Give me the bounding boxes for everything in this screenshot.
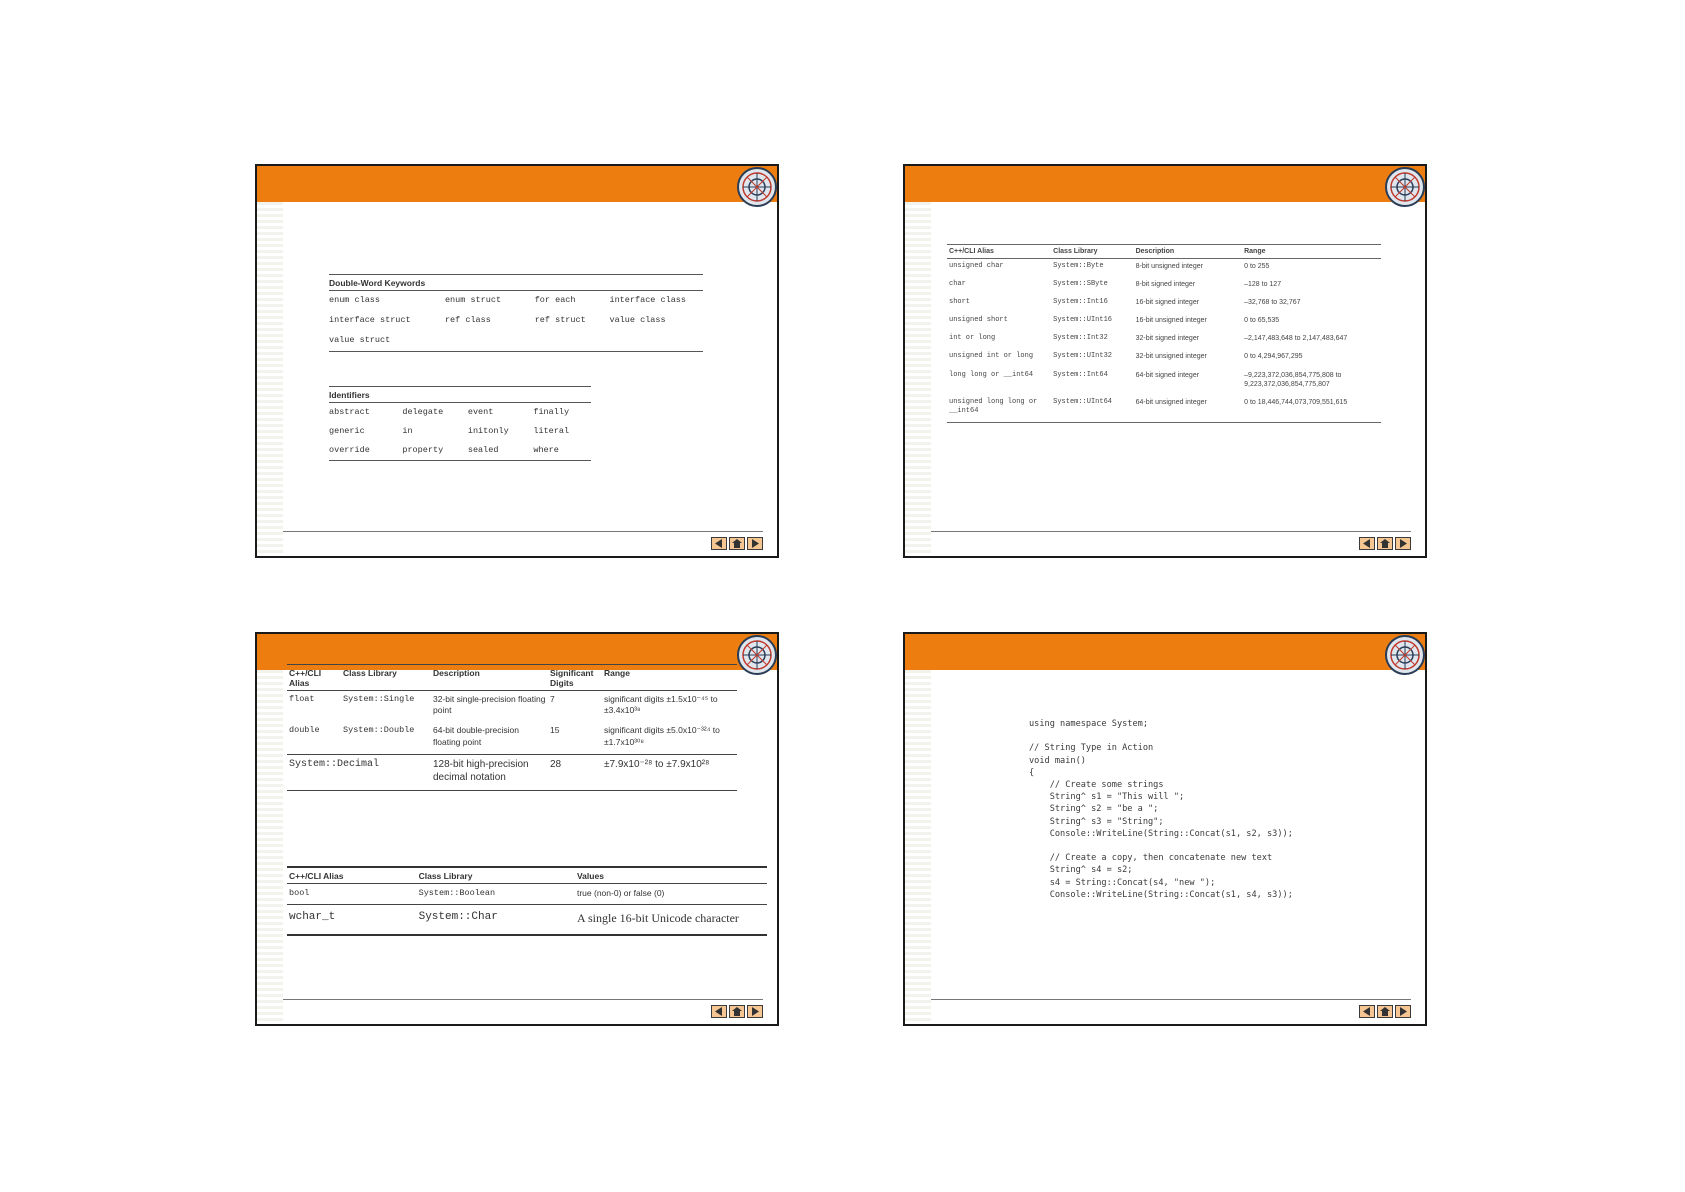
table-cell: double xyxy=(289,725,320,736)
table-cell: ref class xyxy=(444,315,491,325)
table-cell: System::UInt32 xyxy=(1053,352,1112,361)
prev-arrow-icon[interactable] xyxy=(711,1005,727,1018)
table-cell: 16-bit signed integer xyxy=(1135,299,1200,307)
code-line: String^ s2 = "be a "; xyxy=(1029,804,1159,815)
table-cell: short xyxy=(949,298,971,307)
column-header: Significant Digits xyxy=(548,665,602,691)
code-listing xyxy=(1029,718,1293,901)
table-cell: 128-bit high-precision decimal notation xyxy=(431,754,548,790)
table-cell: 16-bit unsigned integer xyxy=(1135,317,1207,325)
table-cell: unsigned long long or __int64 xyxy=(947,395,1051,423)
code-line: // Create a copy, then concatenate new text xyxy=(1029,853,1273,864)
table-row xyxy=(947,368,1381,395)
table-row xyxy=(947,295,1381,313)
table-cell: –32,768 to 32,767 xyxy=(1244,299,1301,307)
slide-navigation xyxy=(1359,1005,1411,1018)
table-cell: long long or __int64 xyxy=(949,370,1034,379)
next-arrow-icon[interactable] xyxy=(747,537,763,550)
table-cell: 64-bit unsigned integer xyxy=(1134,395,1243,423)
table-cell: 7 xyxy=(550,694,555,705)
compass-logo-icon xyxy=(737,167,777,207)
table-cell: System::Int32 xyxy=(1053,334,1108,343)
column-header: C++/CLI Alias xyxy=(947,245,1051,259)
table-cell: initonly xyxy=(467,426,509,436)
table-row xyxy=(329,403,591,423)
table-cell: –9,223,372,036,854,775,808 to 9,223,372,036,854,775,807 xyxy=(1244,371,1342,388)
table-cell: significant digits ±1.5x10⁻⁴⁵ to ±3.4x10³⁸ xyxy=(604,694,718,716)
prev-arrow-icon[interactable] xyxy=(711,537,727,550)
slide-string-code xyxy=(903,632,1427,1026)
table-cell: unsigned char xyxy=(949,262,1004,270)
table-cell: value class xyxy=(609,315,666,325)
table-cell: ref struct xyxy=(534,315,586,325)
next-arrow-icon[interactable] xyxy=(1395,537,1411,550)
table-row xyxy=(329,422,591,441)
table-cell: override xyxy=(329,441,402,461)
footer-divider xyxy=(283,531,763,532)
footer-divider xyxy=(931,531,1411,532)
code-line: String^ s1 = "This will "; xyxy=(1029,792,1185,803)
slide-header-bar xyxy=(905,634,1425,670)
code-line: String^ s3 = "String"; xyxy=(1029,816,1164,827)
table-cell: 32-bit unsigned integer xyxy=(1135,353,1207,361)
column-header: Range xyxy=(602,665,737,691)
table-row xyxy=(947,331,1381,349)
double-word-keywords-table xyxy=(329,274,703,352)
code-line: // Create some strings xyxy=(1029,780,1164,791)
table-cell xyxy=(445,331,535,352)
table-cell: unsigned short xyxy=(949,316,1008,325)
code-line: Console::WriteLine(String::Concat(s1, s2, s3)); xyxy=(1029,828,1293,839)
table-row xyxy=(947,313,1381,331)
table-cell: System::Char xyxy=(417,905,575,936)
home-icon[interactable] xyxy=(729,537,745,550)
table-cell: float xyxy=(289,694,315,705)
slide-navigation xyxy=(711,537,763,550)
footer-divider xyxy=(283,999,763,1000)
prev-arrow-icon[interactable] xyxy=(1359,537,1375,550)
code-line: void main() xyxy=(1029,755,1086,766)
identifiers-table xyxy=(329,386,591,461)
prev-arrow-icon[interactable] xyxy=(1359,1005,1375,1018)
table-header: Double-Word Keywords xyxy=(329,275,703,291)
compass-logo-icon xyxy=(1385,167,1425,207)
table-cell: delegate xyxy=(402,407,444,417)
home-icon[interactable] xyxy=(729,1005,745,1018)
table-cell: –2,147,483,648 to 2,147,483,647 xyxy=(1244,335,1348,343)
table-cell: 0 to 65,535 xyxy=(1244,317,1280,325)
column-header: Class Library xyxy=(341,665,431,691)
table-cell: finally xyxy=(533,407,570,417)
floating-point-table xyxy=(287,664,737,791)
code-line: using namespace System; xyxy=(1029,719,1148,729)
table-cell: significant digits ±5.0x10⁻³²⁴ to ±1.7x10³⁰⁸ xyxy=(604,725,720,747)
table-cell: System::SByte xyxy=(1053,280,1108,289)
table-cell: interface class xyxy=(609,295,686,305)
column-header: Range xyxy=(1242,245,1381,259)
table-cell: System::Byte xyxy=(1053,262,1104,270)
table-cell: for each xyxy=(534,295,576,305)
slide-keywords xyxy=(255,164,779,558)
column-header: C++/CLI Alias xyxy=(287,867,417,884)
column-header: Class Library xyxy=(417,867,575,884)
compass-logo-icon xyxy=(1385,635,1425,675)
table-row xyxy=(287,754,737,790)
column-header: C++/CLI Alias xyxy=(287,665,341,691)
table-cell: System::Decimal xyxy=(287,754,431,790)
table-cell: sealed xyxy=(468,441,534,461)
table-cell: interface struct xyxy=(329,315,411,325)
table-header: Identifiers xyxy=(329,387,591,403)
compass-logo-icon xyxy=(737,635,777,675)
slide-side-stripes xyxy=(257,670,283,1024)
code-line: Console::WriteLine(String::Concat(s1, s4, s3)); xyxy=(1029,889,1293,900)
table-row xyxy=(329,331,703,352)
table-cell: System::UInt16 xyxy=(1053,316,1112,325)
table-cell: literal xyxy=(533,426,570,436)
table-cell: abstract xyxy=(329,407,370,417)
table-cell: wchar_t xyxy=(287,905,417,936)
slide-side-stripes xyxy=(905,202,931,556)
table-cell: bool xyxy=(289,888,310,898)
slide-integer-types xyxy=(903,164,1427,558)
table-row xyxy=(287,722,737,754)
table-cell: 15 xyxy=(550,725,560,736)
code-line: { xyxy=(1029,767,1035,778)
column-header: Class Library xyxy=(1051,245,1133,259)
table-cell: System::UInt64 xyxy=(1051,395,1133,423)
table-row xyxy=(947,277,1381,295)
table-cell: System::Boolean xyxy=(418,888,496,898)
table-cell: System::Single xyxy=(343,694,415,705)
table-cell: –128 to 127 xyxy=(1244,281,1282,289)
table-cell: ±7.9x10⁻²⁸ to ±7.9x10²⁸ xyxy=(602,754,737,790)
table-cell: unsigned int or long xyxy=(949,352,1034,361)
table-cell: in xyxy=(402,426,413,436)
code-line: String^ s4 = s2; xyxy=(1029,865,1133,876)
table-row xyxy=(287,884,767,905)
table-cell: System::Double xyxy=(343,725,415,736)
table-cell: 0 to 255 xyxy=(1244,263,1270,270)
slide-floating-point-types xyxy=(255,632,779,1026)
table-cell xyxy=(609,331,703,352)
table-cell: enum class xyxy=(329,295,381,305)
home-icon[interactable] xyxy=(1377,537,1393,550)
table-cell: property xyxy=(402,441,468,461)
table-cell: true (non-0) or false (0) xyxy=(576,888,665,898)
code-line: // String Type in Action xyxy=(1029,743,1154,754)
table-cell: 28 xyxy=(548,754,602,790)
table-row xyxy=(287,691,737,723)
table-row xyxy=(947,259,1381,278)
table-cell: generic xyxy=(329,426,365,436)
table-cell: 64-bit double-precision floating point xyxy=(433,725,519,747)
next-arrow-icon[interactable] xyxy=(1395,1005,1411,1018)
column-header: Description xyxy=(431,665,548,691)
table-cell: 0 to 18,446,744,073,709,551,615 xyxy=(1242,395,1381,423)
footer-divider xyxy=(931,999,1411,1000)
slide-navigation xyxy=(1359,537,1411,550)
column-header: Description xyxy=(1134,245,1243,259)
table-cell: event xyxy=(467,407,494,417)
table-cell: 0 to 4,294,967,295 xyxy=(1244,353,1303,361)
table-row xyxy=(947,395,1381,423)
table-cell: A single 16-bit Unicode character xyxy=(575,905,767,936)
table-cell: char xyxy=(949,280,966,289)
table-cell: 8-bit signed integer xyxy=(1135,281,1196,289)
integer-types-table xyxy=(947,244,1381,423)
slide-header-bar xyxy=(257,166,777,202)
column-header: Values xyxy=(575,867,767,884)
table-cell: value struct xyxy=(329,331,445,352)
table-row xyxy=(329,291,703,312)
next-arrow-icon[interactable] xyxy=(747,1005,763,1018)
slide-navigation xyxy=(711,1005,763,1018)
table-cell: enum struct xyxy=(444,295,502,305)
table-cell: int or long xyxy=(949,334,996,343)
table-row xyxy=(329,311,703,331)
table-row xyxy=(947,349,1381,367)
code-line: s4 = String::Concat(s4, "new "); xyxy=(1029,877,1216,888)
table-cell xyxy=(535,331,610,352)
table-cell: System::Int64 xyxy=(1053,370,1108,379)
table-cell: 8-bit unsigned integer xyxy=(1135,263,1203,270)
bool-char-table xyxy=(287,866,767,936)
table-cell: where xyxy=(533,441,591,461)
table-row xyxy=(287,905,767,936)
table-cell: 64-bit signed integer xyxy=(1135,371,1200,379)
table-row xyxy=(329,441,591,461)
home-icon[interactable] xyxy=(1377,1005,1393,1018)
table-cell: 32-bit signed integer xyxy=(1135,335,1200,343)
table-cell: 32-bit single-precision floating point xyxy=(433,694,546,716)
table-cell: System::Int16 xyxy=(1053,298,1108,307)
slide-side-stripes xyxy=(257,202,283,556)
slide-side-stripes xyxy=(905,670,931,1024)
slide-header-bar xyxy=(905,166,1425,202)
